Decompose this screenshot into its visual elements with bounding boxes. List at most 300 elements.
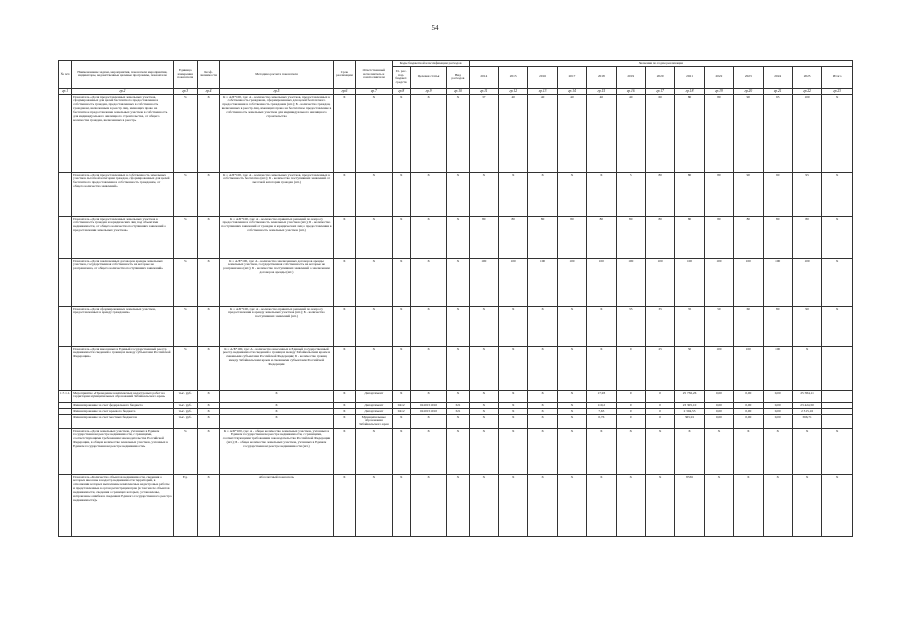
row-coef: X (197, 429, 219, 475)
row-method: К = А/Б*100, где: А - количество земельных участков, предоставленных в собственность гражданам, сформированных для целей бесплатного предоставления в собственность гражданам (шт.); Б - количество граждан, включенных в реестр лиц, имеющих право на бесплатное предоставление в собственность земельных участков для индивидуального жилищного строительства (220, 95, 334, 173)
row-num (59, 259, 72, 307)
row-value: X (616, 475, 645, 537)
row-value: X (469, 391, 498, 403)
row-value: 100 (645, 259, 674, 307)
row-value: 80 (704, 95, 733, 173)
row-coef: X (197, 391, 219, 403)
header-year: 2014 (469, 66, 498, 88)
column-number: гр.17 (645, 88, 674, 94)
column-number: гр.18 (675, 88, 704, 94)
row-budget-gr: X (392, 347, 410, 391)
column-number: гр.22 (792, 88, 821, 94)
row-value: 0,00 (763, 409, 792, 415)
row-name: Показатель «Количество объектов недвижимости, сведения о которых внесены в кадастр недвижимости территорий, в отношении которых выполнены комплексные кадастровые работы и представленные в орган регистрации прав (в том числе объектов недвижимости, сведения о границах которых, установлены, исправлены ошибки в сведениях Единого государственного реестра недвижимости)» (72, 475, 173, 537)
row-value: X (822, 217, 853, 259)
header-budget-gr: Гл. рас-пор. бюджет. средств (392, 66, 410, 88)
row-value: X (498, 429, 527, 475)
row-budget-vr: X (447, 347, 469, 391)
column-number: гр.13 (528, 88, 557, 94)
row-value: 35 (645, 307, 674, 347)
row-name: Показатель «Доля заключенных договоров аренды земельных участков, государственная собственность на которые не разграничена, от общего количества поступивших заявлений» (72, 259, 173, 307)
row-value: X (822, 173, 853, 217)
column-number: гр.3 (173, 88, 197, 94)
row-value: X (557, 403, 586, 409)
row-value: 2 315,16 (792, 409, 821, 415)
row-value: 100 (675, 259, 704, 307)
row-value: X (792, 429, 821, 475)
row-value: 35 (675, 307, 704, 347)
row-value: 40 (587, 95, 616, 173)
row-budget-cs: X (410, 475, 447, 537)
column-number: гр.9 (410, 88, 447, 94)
row-coef: X (197, 259, 219, 307)
row-value: 0 (616, 409, 645, 415)
column-number: гр.23 (822, 88, 853, 94)
row-name: Показатель «Доля внесенных в Единый государственный реестр недвижимости сведений о границах между субъектами Российской Федерации» (72, 347, 173, 391)
column-number: гр.12 (498, 88, 527, 94)
row-budget-vr: X (447, 95, 469, 173)
row-method: К = А/Б*100, где: А - количество принятых решений по вопросу предоставления в собственность земельных участков (шт.); Б - количество поступивших заявлений от граждан и юридических лиц о предоставлении в собственность земельных участков (шт.) (220, 217, 334, 259)
header-year: 2024 (763, 66, 792, 88)
row-budget-gr: X (392, 217, 410, 259)
row-value: X (763, 429, 792, 475)
row-executor: Департамент (356, 391, 393, 403)
row-num: 1.7.1.1. (59, 391, 72, 403)
row-value: 0,00 (763, 403, 792, 409)
row-budget-gr: X (392, 429, 410, 475)
row-budget-cs: X (410, 173, 447, 217)
header-year: 2017 (557, 66, 586, 88)
row-value: 100 (734, 259, 763, 307)
header-year: 2016 (528, 66, 557, 88)
row-value: 0,00 (704, 409, 733, 415)
row-value: X (528, 173, 557, 217)
row-unit: тыс. руб. (173, 409, 197, 415)
row-value: X (675, 429, 704, 475)
row-value: X (822, 95, 853, 173)
row-value: X (469, 415, 498, 429)
row-value: X (528, 429, 557, 475)
row-value: 80 (734, 217, 763, 259)
row-budget-cs: X (410, 391, 447, 403)
row-coef: X (197, 173, 219, 217)
row-budget-gr: X (392, 173, 410, 217)
row-budget-cs: 0410151010 (410, 409, 447, 415)
program-indicators-table (58, 60, 853, 537)
row-value: 40 (557, 95, 586, 173)
column-number: гр.16 (616, 88, 645, 94)
row-name: Показатель «Доля предоставленных в собственность земельных участков льготной категории граждан, сформированных для целей бесплатного предоставления в собственность гражданам, от общего количества заявлений» (72, 173, 173, 217)
row-source: X (333, 415, 355, 429)
row-value: 0 (616, 347, 645, 391)
row-value: 100 (763, 347, 792, 391)
row-executor: X (356, 217, 393, 259)
row-value: 80 (675, 173, 704, 217)
row-value: 35 (616, 307, 645, 347)
page-number: 54 (431, 24, 439, 32)
column-number: гр.8 (392, 88, 410, 94)
row-source: X (333, 347, 355, 391)
header-year: 2015 (498, 66, 527, 88)
row-value: 0,76 (587, 415, 616, 429)
row-executor: Департамент (356, 403, 393, 409)
header-coef: Коэф. значимости (197, 61, 219, 89)
header-source: Срок реализации (333, 61, 355, 89)
row-num (59, 415, 72, 429)
row-unit: Ед. (173, 475, 197, 537)
row-value: X (763, 475, 792, 537)
row-num (59, 429, 72, 475)
row-value: 0,00 (734, 415, 763, 429)
row-coef: X (197, 475, 219, 537)
row-budget-gr: X (392, 475, 410, 537)
column-number: гр.11 (469, 88, 498, 94)
row-value: 95 (792, 173, 821, 217)
header-total: Итого (822, 66, 853, 88)
column-number: гр.1 (59, 88, 72, 94)
column-number: гр.19 (704, 88, 733, 94)
row-source: X (333, 259, 355, 307)
row-value: X (528, 415, 557, 429)
row-value: 80 (675, 95, 704, 173)
row-value: 23 305,10 (675, 403, 704, 409)
row-method: К = А/Б*100, где: А - количество внесенных в Единый государственный реестр недвижимости сведений о границах между Забайкальским краем и смежными субъектами Российской Федерации; Б - количество границ между Забайкальским краем и смежными субъектами Российской Федерации (220, 347, 334, 391)
header-year: 2021 (675, 66, 704, 88)
row-budget-vr: X (447, 173, 469, 217)
row-unit: % (173, 217, 197, 259)
row-value: 0,00 (763, 391, 792, 403)
row-value: X (822, 307, 853, 347)
row-value: 5 (616, 173, 645, 217)
row-value: 80 (557, 217, 586, 259)
table-row (59, 391, 853, 403)
row-budget-vr: X (447, 429, 469, 475)
row-value: 7,63 (587, 409, 616, 415)
row-executor: Муниципальные образования Забайкальского края (356, 415, 393, 429)
row-value: 365,91 (675, 415, 704, 429)
row-value: X (557, 415, 586, 429)
row-value: X (528, 403, 557, 409)
row-value: 100 (469, 259, 498, 307)
row-budget-gr: X (392, 415, 410, 429)
header-year: 2025 (792, 66, 821, 88)
row-name: Показатель «Доля земельных участков, учтенных в Едином государственном реестре недвижимости, с границами, соответствующими требованиям законодательства Российской Федерации, в общем количестве земельных участков, учтенных в Едином государственном реестре недвижимости» (72, 429, 173, 475)
row-coef: X (197, 307, 219, 347)
column-number: гр.21 (763, 88, 792, 94)
row-source: X (333, 403, 355, 409)
row-value: 80 (675, 217, 704, 259)
row-budget-gr: 0412 (392, 409, 410, 415)
row-executor: X (356, 95, 393, 173)
table-row (59, 173, 853, 217)
row-source: X (333, 391, 355, 403)
row-value: 0 (645, 409, 674, 415)
column-number: гр.6 (333, 88, 355, 94)
row-value: X (792, 475, 821, 537)
row-executor: X (356, 307, 393, 347)
row-value: 100 (557, 259, 586, 307)
row-value (822, 391, 853, 403)
row-value: 100 (763, 259, 792, 307)
row-value: X (469, 475, 498, 537)
row-budget-vr: X (447, 475, 469, 537)
row-value: 100 (587, 259, 616, 307)
row-budget-cs: X (410, 217, 447, 259)
row-unit: тыс. руб. (173, 415, 197, 429)
row-value: 25 (645, 347, 674, 391)
row-value: 100 (498, 259, 527, 307)
row-source: X (333, 409, 355, 415)
row-method: X (220, 391, 334, 403)
header-num: № п/п (59, 61, 72, 89)
row-value: 0,00 (734, 409, 763, 415)
row-value: X (528, 475, 557, 537)
header-budget-codes: Коды бюджетной классификации расходов (392, 61, 469, 67)
row-name: Мероприятие «Проведение комплексных кадастровых работ на территории муниципальных образований Забайкальского края» (72, 391, 173, 403)
row-value: X (587, 429, 616, 475)
row-value: X (557, 475, 586, 537)
column-number: гр.14 (557, 88, 586, 94)
row-value: 0 (645, 391, 674, 403)
row-executor: X (356, 259, 393, 307)
row-value: 80 (469, 217, 498, 259)
row-method: X (220, 409, 334, 415)
row-unit: % (173, 173, 197, 217)
row-budget-gr: X (392, 307, 410, 347)
row-coef: X (197, 347, 219, 391)
row-value: X (528, 409, 557, 415)
row-value: 100 (704, 259, 733, 307)
row-value: 90 (734, 95, 763, 173)
row-value: 0,00 (734, 403, 763, 409)
row-executor: X (356, 347, 393, 391)
row-value: X (587, 347, 616, 391)
row-method: К = А/Б*100, где: А - общее количество земельных участков, учтенных в Едином государственном реестре недвижимости, с границами, соответствующими требованиям законодательства Российской Федерации (шт.); Б - общее количество земельных участков, учтенных в Едином государственном реестре недвижимости (шт.) (220, 429, 334, 475)
row-source: X (333, 429, 355, 475)
row-value: 2 304,53 (675, 409, 704, 415)
row-coef: X (197, 403, 219, 409)
row-value: 0 (616, 391, 645, 403)
row-value: 100 (734, 347, 763, 391)
row-budget-cs: X (410, 415, 447, 429)
row-coef: X (197, 415, 219, 429)
row-source: X (333, 173, 355, 217)
row-value (822, 347, 853, 391)
row-method: Абсолютный показатель (220, 475, 334, 537)
row-value: 0 (645, 415, 674, 429)
row-value: 50 (675, 347, 704, 391)
row-coef: X (197, 409, 219, 415)
row-value: 90 (763, 173, 792, 217)
row-name: Показатель «Доля сформированных земельных участков, предоставленных в аренду гражданам» (72, 307, 173, 347)
row-method: К = А/Б*100, где: А - количество заключенных договоров аренды земельных участков, государственная собственность на которые не разграничена (шт.); Б - количество поступивших заявлений о заключении договоров аренды (шт.) (220, 259, 334, 307)
row-budget-vr: X (447, 391, 469, 403)
row-method: К = А/Б*100, где: А - количество земельных участков, предоставленных в собственность бесплатно (шт.); Б - количество поступивших заявлений от льготной категории граждан (шт.) (220, 173, 334, 217)
table-row (59, 95, 853, 173)
row-unit: % (173, 307, 197, 347)
header-year: 2022 (704, 66, 733, 88)
row-name: Показатель «Доля предоставленных земельных участков в собственность граждан и юридических лиц под объектами недвижимости, от общего количества поступивших заявлений о предоставлении земельных участков» (72, 217, 173, 259)
header-year: 2020 (645, 66, 674, 88)
header-budget-cs: Целевая статья (410, 66, 447, 88)
row-coef: X (197, 217, 219, 259)
row-value: 60 (734, 307, 763, 347)
row-value: X (645, 429, 674, 475)
row-executor: Департамент (356, 409, 393, 415)
row-budget-vr: 321 (447, 409, 469, 415)
row-budget-cs: X (410, 259, 447, 307)
header-values: Значения по годам реализации (469, 61, 852, 67)
column-number: гр.20 (734, 88, 763, 94)
row-value: X (469, 429, 498, 475)
row-value: X (587, 173, 616, 217)
row-method: X (220, 403, 334, 409)
row-source: X (333, 217, 355, 259)
header-unit: Единица измерения показателя (173, 61, 197, 89)
row-value: 0,00 (704, 391, 733, 403)
row-value: X (498, 307, 527, 347)
row-value: X (822, 429, 853, 475)
row-value: X (498, 409, 527, 415)
row-budget-gr: X (392, 259, 410, 307)
row-value: 80 (763, 217, 792, 259)
row-value: X (587, 307, 616, 347)
row-executor: X (356, 173, 393, 217)
row-value: 100 (616, 259, 645, 307)
row-num (59, 173, 72, 217)
row-num (59, 95, 72, 173)
row-value: X (645, 475, 674, 537)
table-row (59, 415, 853, 429)
column-number: гр.7 (356, 88, 393, 94)
row-value: X (557, 391, 586, 403)
row-value: X (557, 307, 586, 347)
table-row (59, 429, 853, 475)
row-budget-vr: 321 (447, 403, 469, 409)
row-unit: тыс. руб. (173, 403, 197, 409)
row-name: Финансирование за счет краевого бюджета (72, 409, 173, 415)
row-value: 50 (704, 307, 733, 347)
row-value: 80 (645, 217, 674, 259)
row-value: 0,00 (704, 415, 733, 429)
row-value: 23 424,50 (792, 403, 821, 409)
row-value: X (498, 415, 527, 429)
row-budget-gr: X (392, 391, 410, 403)
table-row (59, 217, 853, 259)
row-value: 100 (792, 259, 821, 307)
header-executor: Ответственный исполнитель и соисполнители (356, 61, 393, 89)
column-number: гр.15 (587, 88, 616, 94)
row-value: X (557, 409, 586, 415)
row-budget-gr: X (392, 95, 410, 173)
row-value: 80 (763, 307, 792, 347)
row-source: X (333, 307, 355, 347)
header-year: 2018 (587, 66, 616, 88)
row-unit: % (173, 259, 197, 307)
row-value: X (528, 347, 557, 391)
row-unit: % (173, 95, 197, 173)
row-value: X (469, 403, 498, 409)
row-value: 0 (645, 403, 674, 409)
row-value: X (792, 347, 821, 391)
row-value: 40 (616, 95, 645, 173)
table-body (59, 95, 853, 537)
row-value: 110,2 (587, 403, 616, 409)
row-value: 100 (792, 95, 821, 173)
row-budget-gr: 0412 (392, 403, 410, 409)
row-name: Показатель «Доля предоставленных земельных участков, сформированных для целей бесплатного предоставления в собственность граждан, предоставленных в собственность гражданам, включенным в реестр лиц, имеющих право на бесплатное предоставление земельных участков в собственность для индивидуального жилищного строительства, от общего количества граждан, включенных в реестр» (72, 95, 173, 173)
row-budget-cs: 0410151010 (410, 403, 447, 409)
row-value: 80 (616, 217, 645, 259)
row-value: 60 (645, 95, 674, 173)
row-value: 0 (616, 415, 645, 429)
row-method: X (220, 415, 334, 429)
table-row (59, 347, 853, 391)
row-value: X (587, 475, 616, 537)
header-budget-vr: Вид расходов (447, 66, 469, 88)
row-value: 25 584,11 (792, 391, 821, 403)
row-budget-vr: X (447, 259, 469, 307)
row-value: X (704, 429, 733, 475)
row-value: X (498, 173, 527, 217)
row-value: X (498, 403, 527, 409)
row-value: 0,00 (704, 403, 733, 409)
row-value: X (469, 409, 498, 415)
row-value: X (557, 347, 586, 391)
row-value: 366,71 (792, 415, 821, 429)
row-unit: % (173, 429, 197, 475)
row-value: X (557, 429, 586, 475)
row-value: X (734, 475, 763, 537)
row-value: X (822, 475, 853, 537)
row-value: 0 (616, 403, 645, 409)
row-value: 90 (734, 173, 763, 217)
row-source: X (333, 95, 355, 173)
row-value: 8536 (675, 475, 704, 537)
row-coef: X (197, 95, 219, 173)
row-value: 40 (528, 95, 557, 173)
row-value: X (498, 475, 527, 537)
row-value: 80 (704, 217, 733, 259)
column-number: гр.5 (220, 88, 334, 94)
row-value: 80 (587, 217, 616, 259)
table-row (59, 475, 853, 537)
row-value: X (616, 429, 645, 475)
row-num (59, 307, 72, 347)
row-value: X (498, 391, 527, 403)
row-value: X (469, 173, 498, 217)
row-value: 80 (792, 217, 821, 259)
row-value: X (498, 347, 527, 391)
row-value: 80 (498, 217, 527, 259)
row-budget-cs: X (410, 429, 447, 475)
row-value: 0,00 (734, 391, 763, 403)
row-executor: X (356, 475, 393, 537)
header-year: 2023 (734, 66, 763, 88)
row-unit: тыс. руб. (173, 391, 197, 403)
row-budget-vr: X (447, 217, 469, 259)
row-value: X (557, 173, 586, 217)
row-value: 80 (528, 217, 557, 259)
row-value: 100 (528, 259, 557, 307)
row-name: Финансирование за счет местных бюджетов (72, 415, 173, 429)
row-value: X (469, 307, 498, 347)
row-num (59, 347, 72, 391)
row-unit: % (173, 347, 197, 391)
header-method: Методика расчета показателя (220, 61, 334, 89)
row-value: X (469, 347, 498, 391)
row-value: X (528, 391, 557, 403)
